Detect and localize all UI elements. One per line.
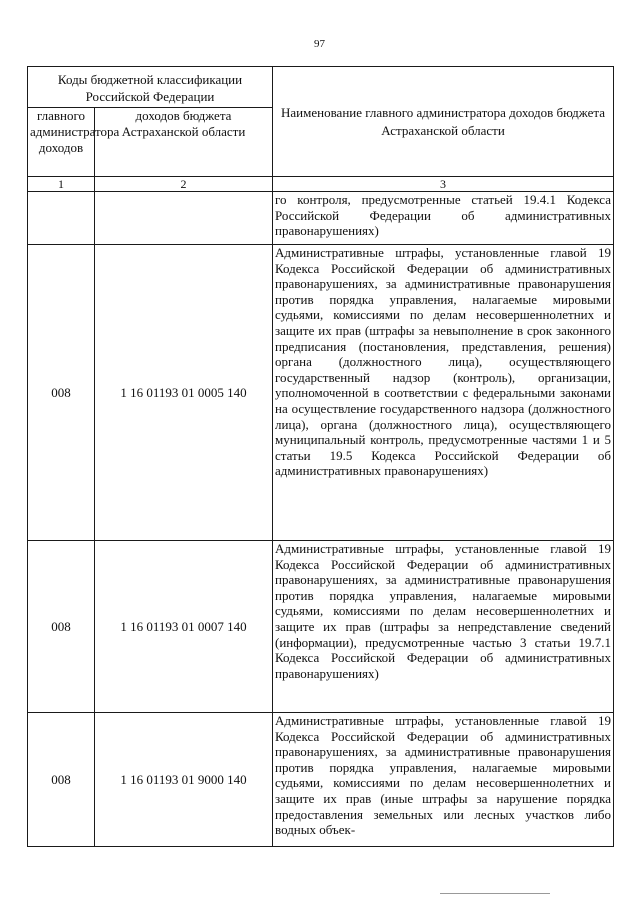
admin-code-cell: 008 bbox=[28, 541, 95, 713]
description-cell: го контроля, предусмотренные статьей 19.4.1 Кодекса Российской Федерации об административных правонарушениях) bbox=[273, 192, 614, 245]
budget-classification-table bbox=[27, 66, 614, 847]
column-number-row bbox=[28, 177, 614, 192]
income-code-cell bbox=[95, 192, 273, 245]
description-cell: Административные штрафы, установленные главой 19 Кодекса Российской Федерации об административных правонарушениях, за административные правонарушения против порядка управления, налагаемые мировыми судьями, комиссиями по делам несовершеннолетних и защите их прав (штрафы за непредставление сведений (информации), предусмотренные частью 3 статьи 19.7.1 Кодекса Российской Федерации об административных правонарушениях) bbox=[273, 541, 614, 713]
header-main-administrator: главного администратора доходов bbox=[28, 108, 95, 177]
admin-code-cell bbox=[28, 192, 95, 245]
column-number-1: 1 bbox=[28, 177, 95, 192]
header-income-code: доходов бюджета Астраханской области bbox=[95, 108, 273, 177]
table-row bbox=[28, 541, 614, 713]
column-number-3: 3 bbox=[273, 177, 614, 192]
header-row-group bbox=[28, 67, 614, 108]
table-row bbox=[28, 245, 614, 541]
table-row bbox=[28, 192, 614, 245]
column-number-2: 2 bbox=[95, 177, 273, 192]
header-administrator-name: Наименование главного администратора доходов бюджета Астраханской области bbox=[273, 67, 614, 177]
table-row bbox=[28, 713, 614, 847]
income-code-cell: 1 16 01193 01 9000 140 bbox=[95, 713, 273, 847]
footer-rule bbox=[440, 893, 550, 894]
description-cell: Административные штрафы, установленные главой 19 Кодекса Российской Федерации об административных правонарушениях, за административные правонарушения против порядка управления, налагаемые мировыми судьями, комиссиями по делам несовершеннолетних и защите их прав (иные штрафы за нарушение порядка предоставления земельных или лесных участков либо водных объек- bbox=[273, 713, 614, 847]
description-cell: Административные штрафы, установленные главой 19 Кодекса Российской Федерации об административных правонарушениях, за административные правонарушения против порядка управления, налагаемые мировыми судьями, комиссиями по делам несовершеннолетних и защите их прав (штрафы за невыполнение в срок законного предписания (постановления, представления, решения) органа (должностного лица), осуществляющего государственный надзор (контроль), организации, уполномоченной в соответствии с федеральными законами на осуществление государственного надзора (должностного лица), органа (должностного лица), осуществляющего муниципальный контроль, предусмотренные частями 1 и 5 статьи 19.5 Кодекса Российской Федерации об административных правонарушениях) bbox=[273, 245, 614, 541]
income-code-cell: 1 16 01193 01 0007 140 bbox=[95, 541, 273, 713]
admin-code-cell: 008 bbox=[28, 713, 95, 847]
header-budget-codes: Коды бюджетной классификации Российской Федерации bbox=[28, 67, 273, 108]
admin-code-cell: 008 bbox=[28, 245, 95, 541]
page-number: 97 bbox=[314, 38, 325, 50]
income-code-cell: 1 16 01193 01 0005 140 bbox=[95, 245, 273, 541]
